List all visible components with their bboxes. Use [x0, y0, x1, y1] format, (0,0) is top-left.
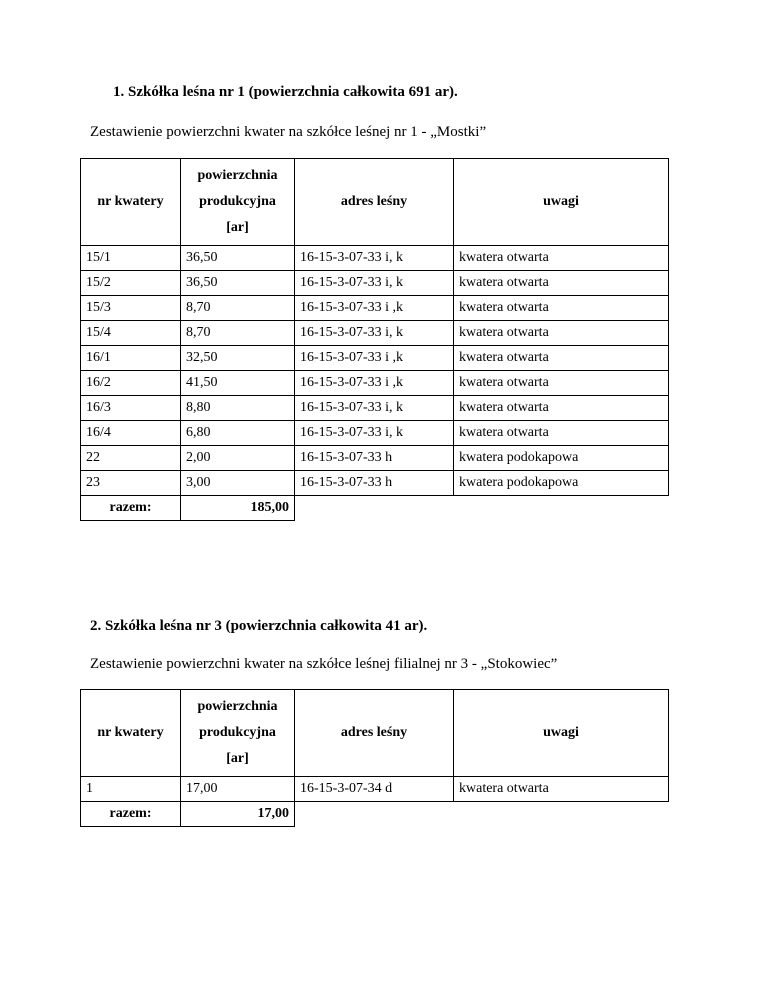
- section-2-rows: [81, 777, 669, 827]
- section-1-table: [80, 158, 669, 521]
- total-label: razem:: [81, 496, 181, 521]
- table-row: [81, 396, 669, 421]
- cell-powierzchnia: 8,80: [181, 396, 295, 421]
- header-powierzchnia-line1: powierzchnia: [197, 699, 278, 714]
- section-1-heading: 1. Szkółka leśna nr 1 (powierzchnia całkowita 691 ar).: [113, 84, 458, 100]
- cell-powierzchnia: 2,00: [181, 446, 295, 471]
- header-uwagi: uwagi: [454, 159, 669, 246]
- cell-powierzchnia: 32,50: [181, 346, 295, 371]
- total-row: [81, 496, 669, 521]
- cell-uwagi: kwatera otwarta: [454, 321, 669, 346]
- cell-nr-kwatery: 15/4: [81, 321, 181, 346]
- cell-adres-lesny: 16-15-3-07-34 d: [295, 777, 454, 802]
- cell-powierzchnia: 8,70: [181, 321, 295, 346]
- cell-powierzchnia: 36,50: [181, 246, 295, 271]
- cell-adres-lesny: 16-15-3-07-33 h: [295, 471, 454, 496]
- header-powierzchnia-line2: produkcyjna: [199, 725, 276, 740]
- cell-nr-kwatery: 16/1: [81, 346, 181, 371]
- cell-uwagi: kwatera otwarta: [454, 346, 669, 371]
- table-row: [81, 321, 669, 346]
- section-2-subtitle: Zestawienie powierzchni kwater na szkółce leśnej filialnej nr 3 - „Stokowiec”: [90, 656, 558, 672]
- table-row: [81, 777, 669, 802]
- cell-adres-lesny: 16-15-3-07-33 i, k: [295, 421, 454, 446]
- cell-nr-kwatery: 1: [81, 777, 181, 802]
- cell-nr-kwatery: 15/3: [81, 296, 181, 321]
- cell-nr-kwatery: 16/3: [81, 396, 181, 421]
- cell-uwagi: kwatera otwarta: [454, 271, 669, 296]
- cell-powierzchnia: 6,80: [181, 421, 295, 446]
- cell-adres-lesny: 16-15-3-07-33 i, k: [295, 246, 454, 271]
- cell-nr-kwatery: 16/2: [81, 371, 181, 396]
- section-2-heading: 2. Szkółka leśna nr 3 (powierzchnia całkowita 41 ar).: [90, 618, 428, 634]
- cell-uwagi: kwatera otwarta: [454, 371, 669, 396]
- header-powierzchnia-line1: powierzchnia: [197, 168, 278, 183]
- cell-adres-lesny: 16-15-3-07-33 h: [295, 446, 454, 471]
- header-nr-kwatery: nr kwatery: [81, 690, 181, 777]
- header-powierzchnia-line2: produkcyjna: [199, 194, 276, 209]
- cell-uwagi: kwatera podokapowa: [454, 446, 669, 471]
- cell-uwagi: kwatera otwarta: [454, 396, 669, 421]
- cell-adres-lesny: 16-15-3-07-33 i, k: [295, 396, 454, 421]
- cell-powierzchnia: 36,50: [181, 271, 295, 296]
- cell-adres-lesny: 16-15-3-07-33 i ,k: [295, 346, 454, 371]
- cell-powierzchnia: 17,00: [181, 777, 295, 802]
- section-1-rows: [81, 246, 669, 521]
- section-1-subtitle: Zestawienie powierzchni kwater na szkółce leśnej nr 1 - „Mostki”: [90, 124, 487, 140]
- total-empty-cell: [295, 802, 669, 827]
- cell-nr-kwatery: 23: [81, 471, 181, 496]
- table-row: [81, 371, 669, 396]
- total-row: [81, 802, 669, 827]
- cell-powierzchnia: 3,00: [181, 471, 295, 496]
- cell-adres-lesny: 16-15-3-07-33 i, k: [295, 271, 454, 296]
- table-row: [81, 246, 669, 271]
- header-adres-lesny: adres leśny: [295, 690, 454, 777]
- header-powierzchnia: [181, 690, 295, 777]
- header-powierzchnia: [181, 159, 295, 246]
- header-powierzchnia-line3: [ar]: [226, 220, 249, 235]
- cell-powierzchnia: 8,70: [181, 296, 295, 321]
- cell-nr-kwatery: 22: [81, 446, 181, 471]
- cell-adres-lesny: 16-15-3-07-33 i ,k: [295, 296, 454, 321]
- table-header-row: [81, 159, 669, 246]
- table-row: [81, 271, 669, 296]
- table-row: [81, 421, 669, 446]
- cell-adres-lesny: 16-15-3-07-33 i ,k: [295, 371, 454, 396]
- cell-nr-kwatery: 15/2: [81, 271, 181, 296]
- cell-uwagi: kwatera otwarta: [454, 421, 669, 446]
- cell-uwagi: kwatera otwarta: [454, 777, 669, 802]
- header-nr-kwatery: nr kwatery: [81, 159, 181, 246]
- table-row: [81, 296, 669, 321]
- table-header-row: [81, 690, 669, 777]
- total-value: 185,00: [181, 496, 295, 521]
- total-empty-cell: [295, 496, 669, 521]
- cell-uwagi: kwatera otwarta: [454, 246, 669, 271]
- cell-nr-kwatery: 16/4: [81, 421, 181, 446]
- header-adres-lesny: adres leśny: [295, 159, 454, 246]
- cell-uwagi: kwatera otwarta: [454, 296, 669, 321]
- table-row: [81, 346, 669, 371]
- cell-adres-lesny: 16-15-3-07-33 i, k: [295, 321, 454, 346]
- cell-uwagi: kwatera podokapowa: [454, 471, 669, 496]
- cell-nr-kwatery: 15/1: [81, 246, 181, 271]
- header-powierzchnia-line3: [ar]: [226, 751, 249, 766]
- cell-powierzchnia: 41,50: [181, 371, 295, 396]
- total-label: razem:: [81, 802, 181, 827]
- table-row: [81, 471, 669, 496]
- header-uwagi: uwagi: [454, 690, 669, 777]
- section-2-table: [80, 689, 669, 827]
- table-row: [81, 446, 669, 471]
- total-value: 17,00: [181, 802, 295, 827]
